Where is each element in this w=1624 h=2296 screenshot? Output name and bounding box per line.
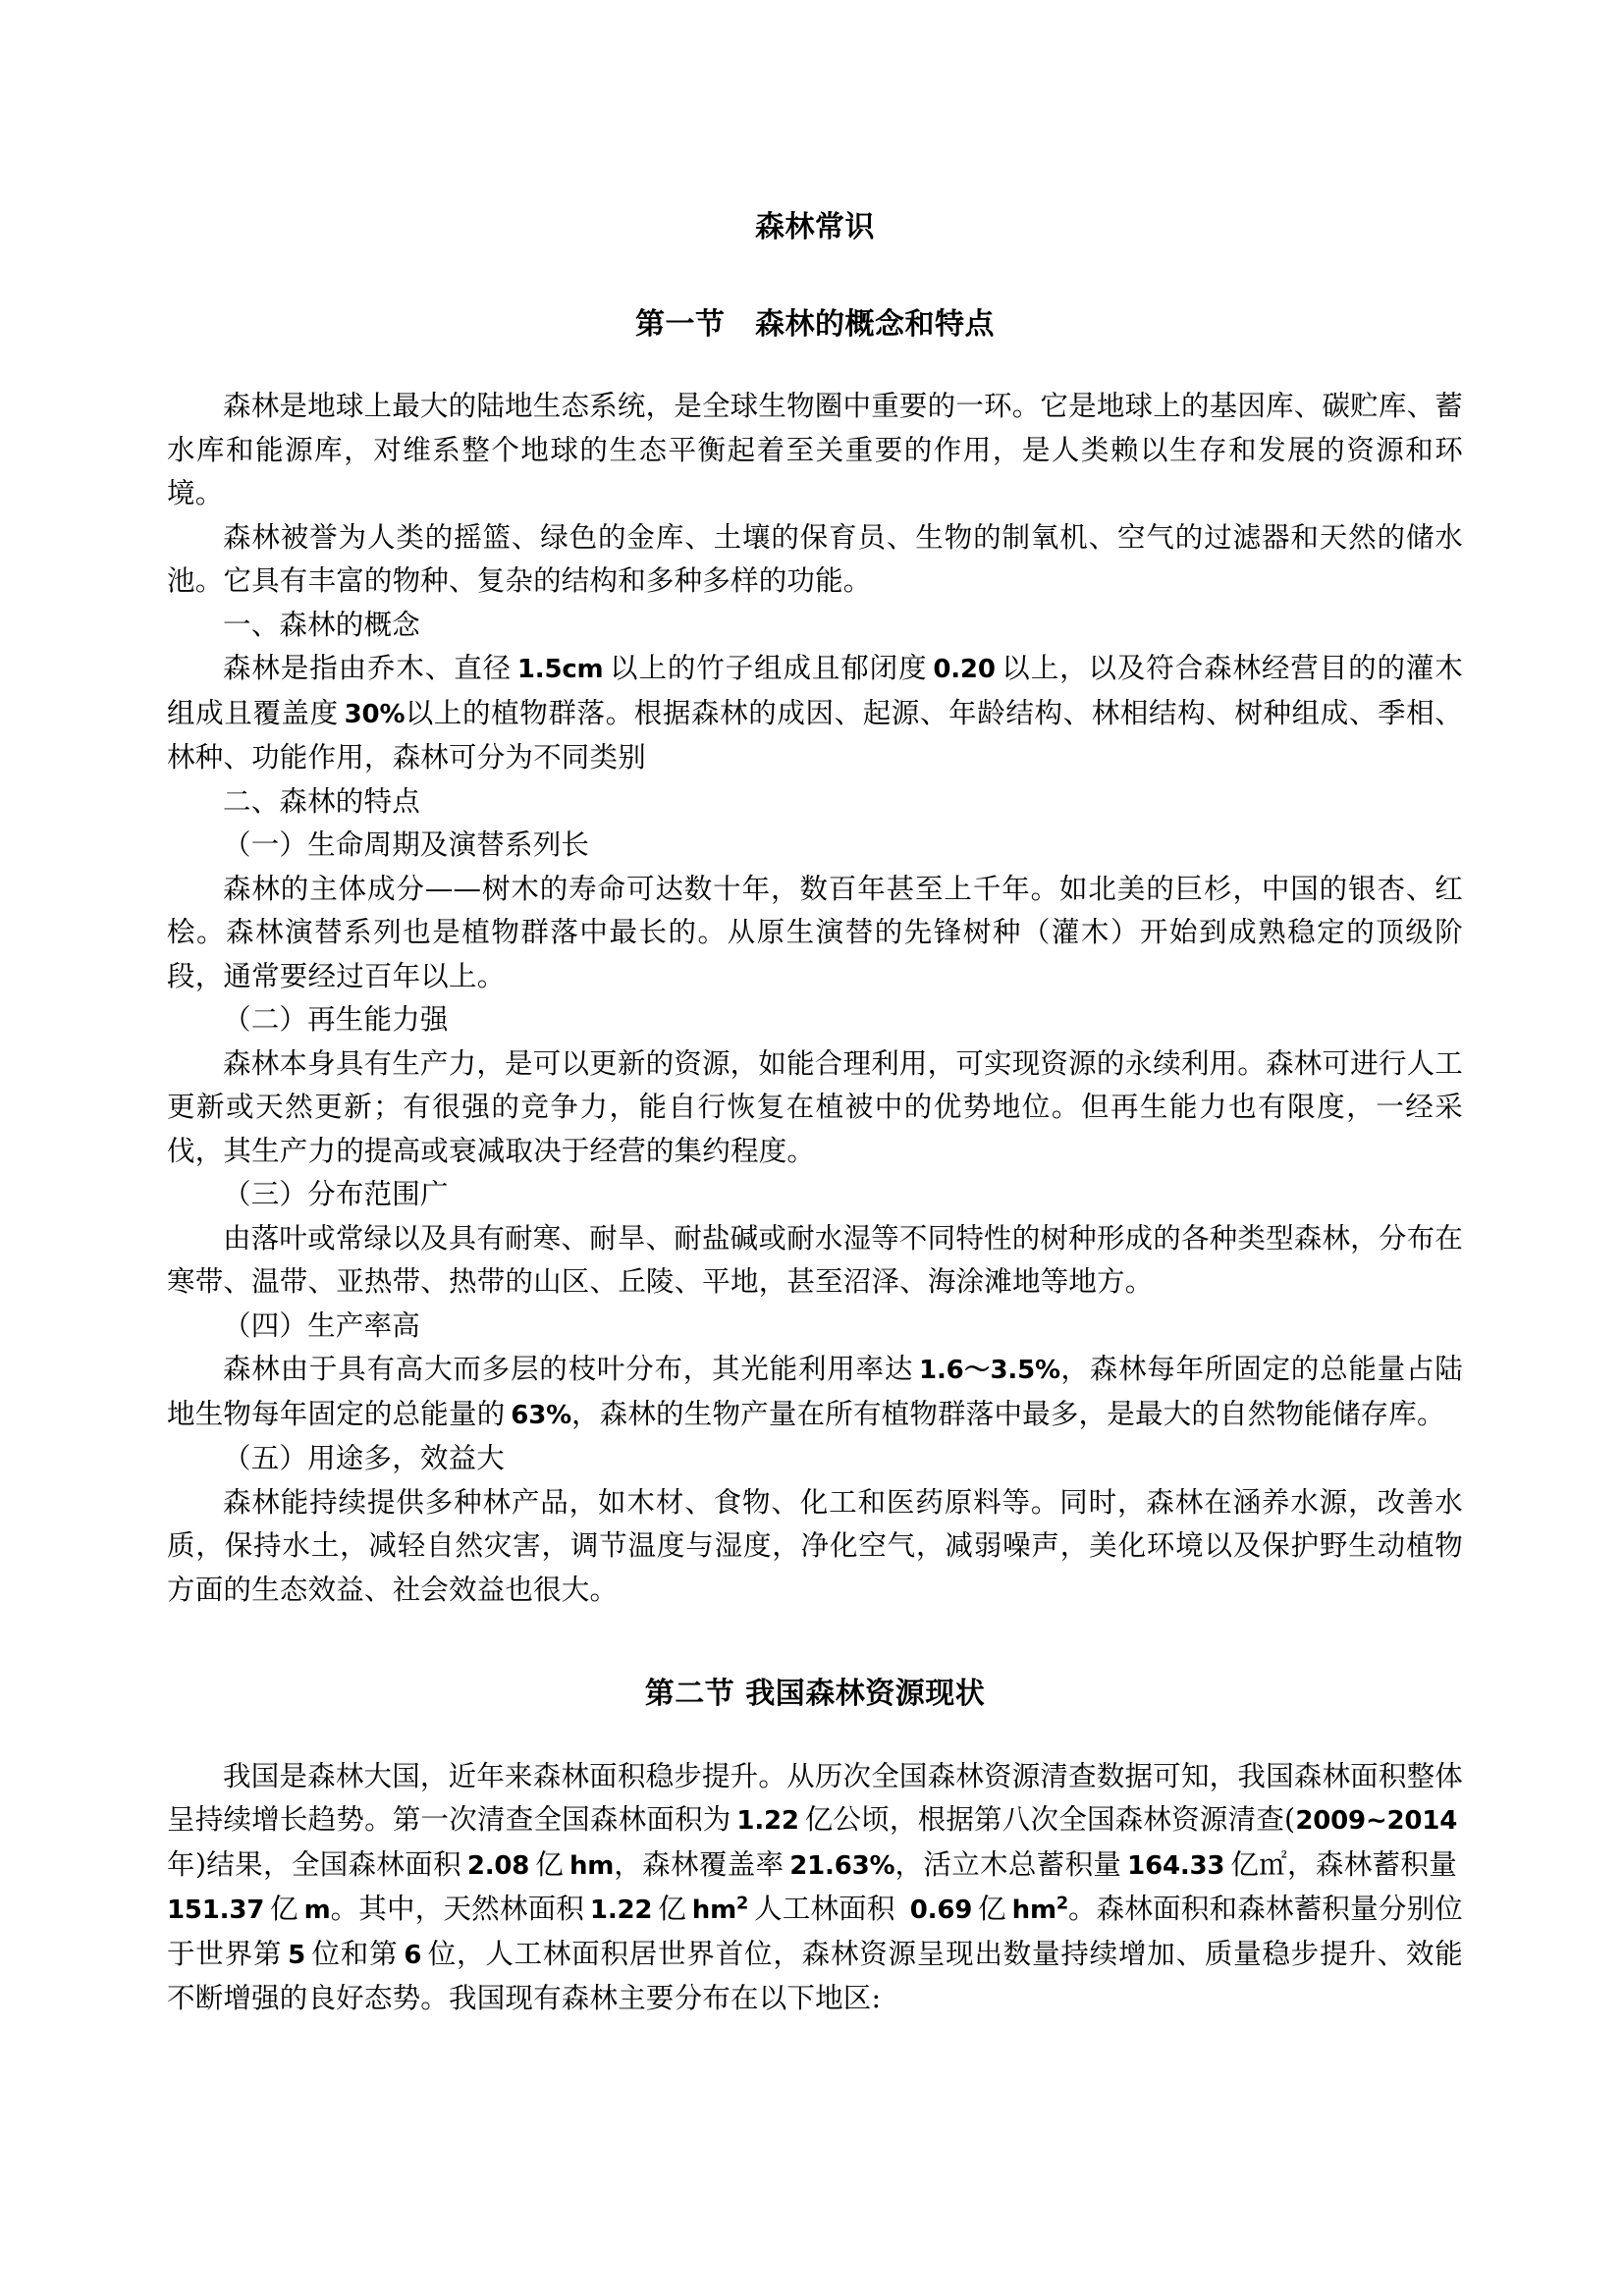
page-title: 森林常识 [755, 210, 875, 244]
subheading-productivity: （四）生产率高 [223, 1308, 420, 1342]
subheading-lifecycle: （一）生命周期及演替系列长 [223, 828, 590, 861]
paragraph: 森林是地球上最大的陆地生态系统，是全球生物圈中重要的一环。它是地球上的基因库、碳贮库、蓄水库和能源库，对维系整个地球的生态平衡起着至关重要的作用，是人类赖以生存和发展的资源和环境。 [167, 390, 1463, 509]
paragraph: 森林被誉为人类的摇篮、绿色的金库、土壤的保育员、生物的制氧机、空气的过滤器和天然的储水池。它具有丰富的物种、复杂的结构和多种多样的功能。 [167, 520, 1463, 597]
value-forest-area: 2.08 [466, 1850, 530, 1881]
subheading-concept: 一、森林的概念 [223, 608, 420, 641]
section-2-body [167, 1755, 1463, 2021]
value-canopy-density: 0.20 [933, 655, 996, 684]
value-energy-share: 63% [511, 1400, 571, 1430]
value-area-world-rank: 5 [288, 1940, 306, 1970]
unit-hm2: $hm^2$ [691, 1894, 749, 1925]
unit-hm: hm [568, 1850, 615, 1881]
section-heading-1: 第一节 森林的概念和特点 [635, 306, 995, 342]
value-light-use-rate: 1.6～3.5% [919, 1356, 1060, 1385]
value-forest-stock: 151.37 [167, 1896, 265, 1925]
paragraph: 由落叶或常绿以及具有耐寒、耐旱、耐盐碱或耐水湿等不同特性的树种形成的各种类型森林，分布在寒带、温带、亚热带、热带的山区、丘陵、平地，甚至沼泽、海涂滩地等地方。 [167, 1221, 1463, 1298]
value-standing-stock: 164.33 [1127, 1850, 1225, 1881]
paragraph: 森林由于具有高大而多层的枝叶分布，其光能利用率达 1.6～3.5%，森林每年所固定的总能量占陆地生物每年固定的总能量的 63%，森林的生物产量在所有植物群落中最多，是最大的自然物能储存库。 [167, 1353, 1463, 1430]
paragraph: 森林能持续提供多种林产品，如木材、食物、化工和医药原料等。同时，森林在涵养水源，改善水质，保持水土，减轻自然灾害，调节温度与湿度，净化空气，减弱噪声，美化环境以及保护野生动植物方面的生态效益、社会效益也很大。 [167, 1485, 1463, 1606]
value-coverage-percent: 30% [344, 699, 406, 729]
value-stock-world-rank: 6 [404, 1940, 422, 1970]
subheading-uses: （五）用途多，效益大 [223, 1442, 506, 1474]
value-natural-forest-area: 1.22 [589, 1896, 653, 1925]
page-content [167, 0, 1463, 2021]
paragraph: 森林的主体成分——树木的寿命可达数十年，数百年甚至上千年。如北美的巨杉，中国的银杏、红桧。森林演替系列也是植物群落中最长的。从原生演替的先锋树种（灌木）开始到成熟稳定的顶级阶段，通常要经过百年以上。 [167, 872, 1463, 992]
value-diameter: 1.5cm [516, 655, 604, 684]
subheading-distribution: （三）分布范围广 [223, 1178, 449, 1210]
section-1-body [167, 385, 1463, 1612]
paragraph: 森林本身具有生产力，是可以更新的资源，如能合理利用，可实现资源的永续利用。森林可进行人工更新或天然更新；有很强的竞争力，能自行恢复在植被中的优势地位。但再生能力也有限度，一经采伐，其生产力的提高或衰减取决于经营的集约程度。 [167, 1046, 1463, 1167]
value-survey-period: 2009~2014 [1295, 1806, 1458, 1836]
paragraph: 我国是森林大国，近年来森林面积稳步提升。从历次全国森林资源清查数据可知，我国森林面积整体呈持续增长趋势。第一次清查全国森林面积为 1.22 亿公顷，根据第八次全国森林资源清查(2009~2014 年)结果，全国森林面积 2.08 亿 hm，森林覆盖率 21.63%，活立木总蓄积量 164.33 亿㎡，森林蓄积量 151.37 亿 m。其中，天然林面积 1.22 亿 $hm^2$ 人工林面积 0.69 亿 $hm^2$。森林面积和森林蓄积量分别位于世界第 5 位和第 6 位，人工林面积居世界首位，森林资源呈现出数量持续增加、质量稳步提升、效能不断增强的良好态势。我国现有森林主要分布在以下地区: [167, 1759, 1464, 2014]
subheading-features: 二、森林的特点 [223, 784, 420, 818]
paragraph: 森林是指由乔木、直径 1.5cm 以上的竹子组成且郁闭度 0.20 以上，以及符合森林经营目的的灌木组成且覆盖度 30%以上的植物群落。根据森林的成因、起源、年龄结构、林相结构、树种组成、季相、林种、功能作用，森林可分为不同类别 [167, 652, 1464, 774]
section-heading-2: 第二节 我国森林资源现状 [644, 1677, 986, 1711]
value-first-survey-area: 1.22 [736, 1806, 799, 1836]
value-forest-coverage-rate: 21.63% [789, 1850, 895, 1881]
unit-m: m [303, 1896, 331, 1925]
value-plantation-area: 0.69 [909, 1896, 973, 1925]
subheading-regeneration: （二）再生能力强 [223, 1003, 449, 1036]
unit-hm2: $hm^2$ [1011, 1894, 1068, 1925]
